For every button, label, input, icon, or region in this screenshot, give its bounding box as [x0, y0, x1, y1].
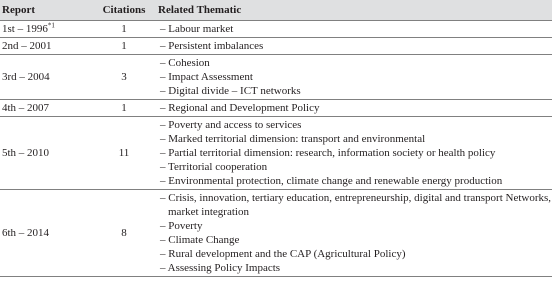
thematic-item: – Cohesion — [160, 57, 210, 69]
thematic-item: – Poverty — [160, 220, 203, 232]
table-row — [0, 117, 552, 190]
footnote-marker: *1 — [47, 21, 55, 30]
thematic-item: – Rural development and the CAP (Agricultural Policy) — [160, 248, 406, 260]
citations-cell: 11 — [92, 117, 156, 190]
thematic-cell — [156, 38, 552, 55]
thematic-item: – Partial territorial dimension: research, information society or health policy — [160, 147, 496, 159]
thematic-item: – Assessing Policy Impacts — [160, 262, 281, 274]
thematic-item: – Territorial cooperation — [160, 161, 268, 173]
table-row — [0, 38, 552, 55]
thematic-item: – Poverty and access to services — [160, 119, 302, 131]
header-report: Report — [0, 0, 92, 21]
table-row — [0, 21, 552, 38]
thematic-cell — [156, 21, 552, 38]
thematic-cell — [156, 190, 552, 277]
report-cell: 6th – 2014 — [0, 190, 92, 277]
report-cell: 2nd – 2001 — [0, 38, 92, 55]
thematic-cell — [156, 100, 552, 117]
thematic-item: – Climate Change — [160, 234, 240, 246]
thematic-item: – Digital divide – ICT networks — [160, 85, 301, 97]
thematic-item: – Marked territorial dimension: transport and environmental — [160, 133, 426, 145]
thematic-item: – Crisis, innovation, tertiary education, entrepreneurship, digital and transport Networks, market integration — [160, 192, 552, 218]
thematic-item: – Impact Assessment — [160, 71, 253, 83]
header-thematic: Related Thematic — [156, 0, 552, 21]
table-row — [0, 190, 552, 277]
header-row — [0, 0, 552, 21]
report-cell: 3rd – 2004 — [0, 55, 92, 100]
table-row — [0, 55, 552, 100]
report-cell: 1st – 1996$^{*1}$ — [0, 21, 92, 38]
thematic-item: – Labour market — [160, 23, 234, 35]
citations-cell: 3 — [92, 55, 156, 100]
report-cell: 5th – 2010 — [0, 117, 92, 190]
citations-cell: 8 — [92, 190, 156, 277]
thematic-item: – Persistent imbalances — [160, 40, 264, 52]
thematic-item: – Environmental protection, climate change and renewable energy production — [160, 175, 503, 187]
citations-cell: 1 — [92, 21, 156, 38]
citations-cell: 1 — [92, 38, 156, 55]
table-row — [0, 100, 552, 117]
thematic-item: – Regional and Development Policy — [160, 102, 320, 114]
header-citations: Citations — [92, 0, 156, 21]
report-cell: 4th – 2007 — [0, 100, 92, 117]
citations-cell: 1 — [92, 100, 156, 117]
thematic-cell — [156, 55, 552, 100]
thematic-cell — [156, 117, 552, 190]
